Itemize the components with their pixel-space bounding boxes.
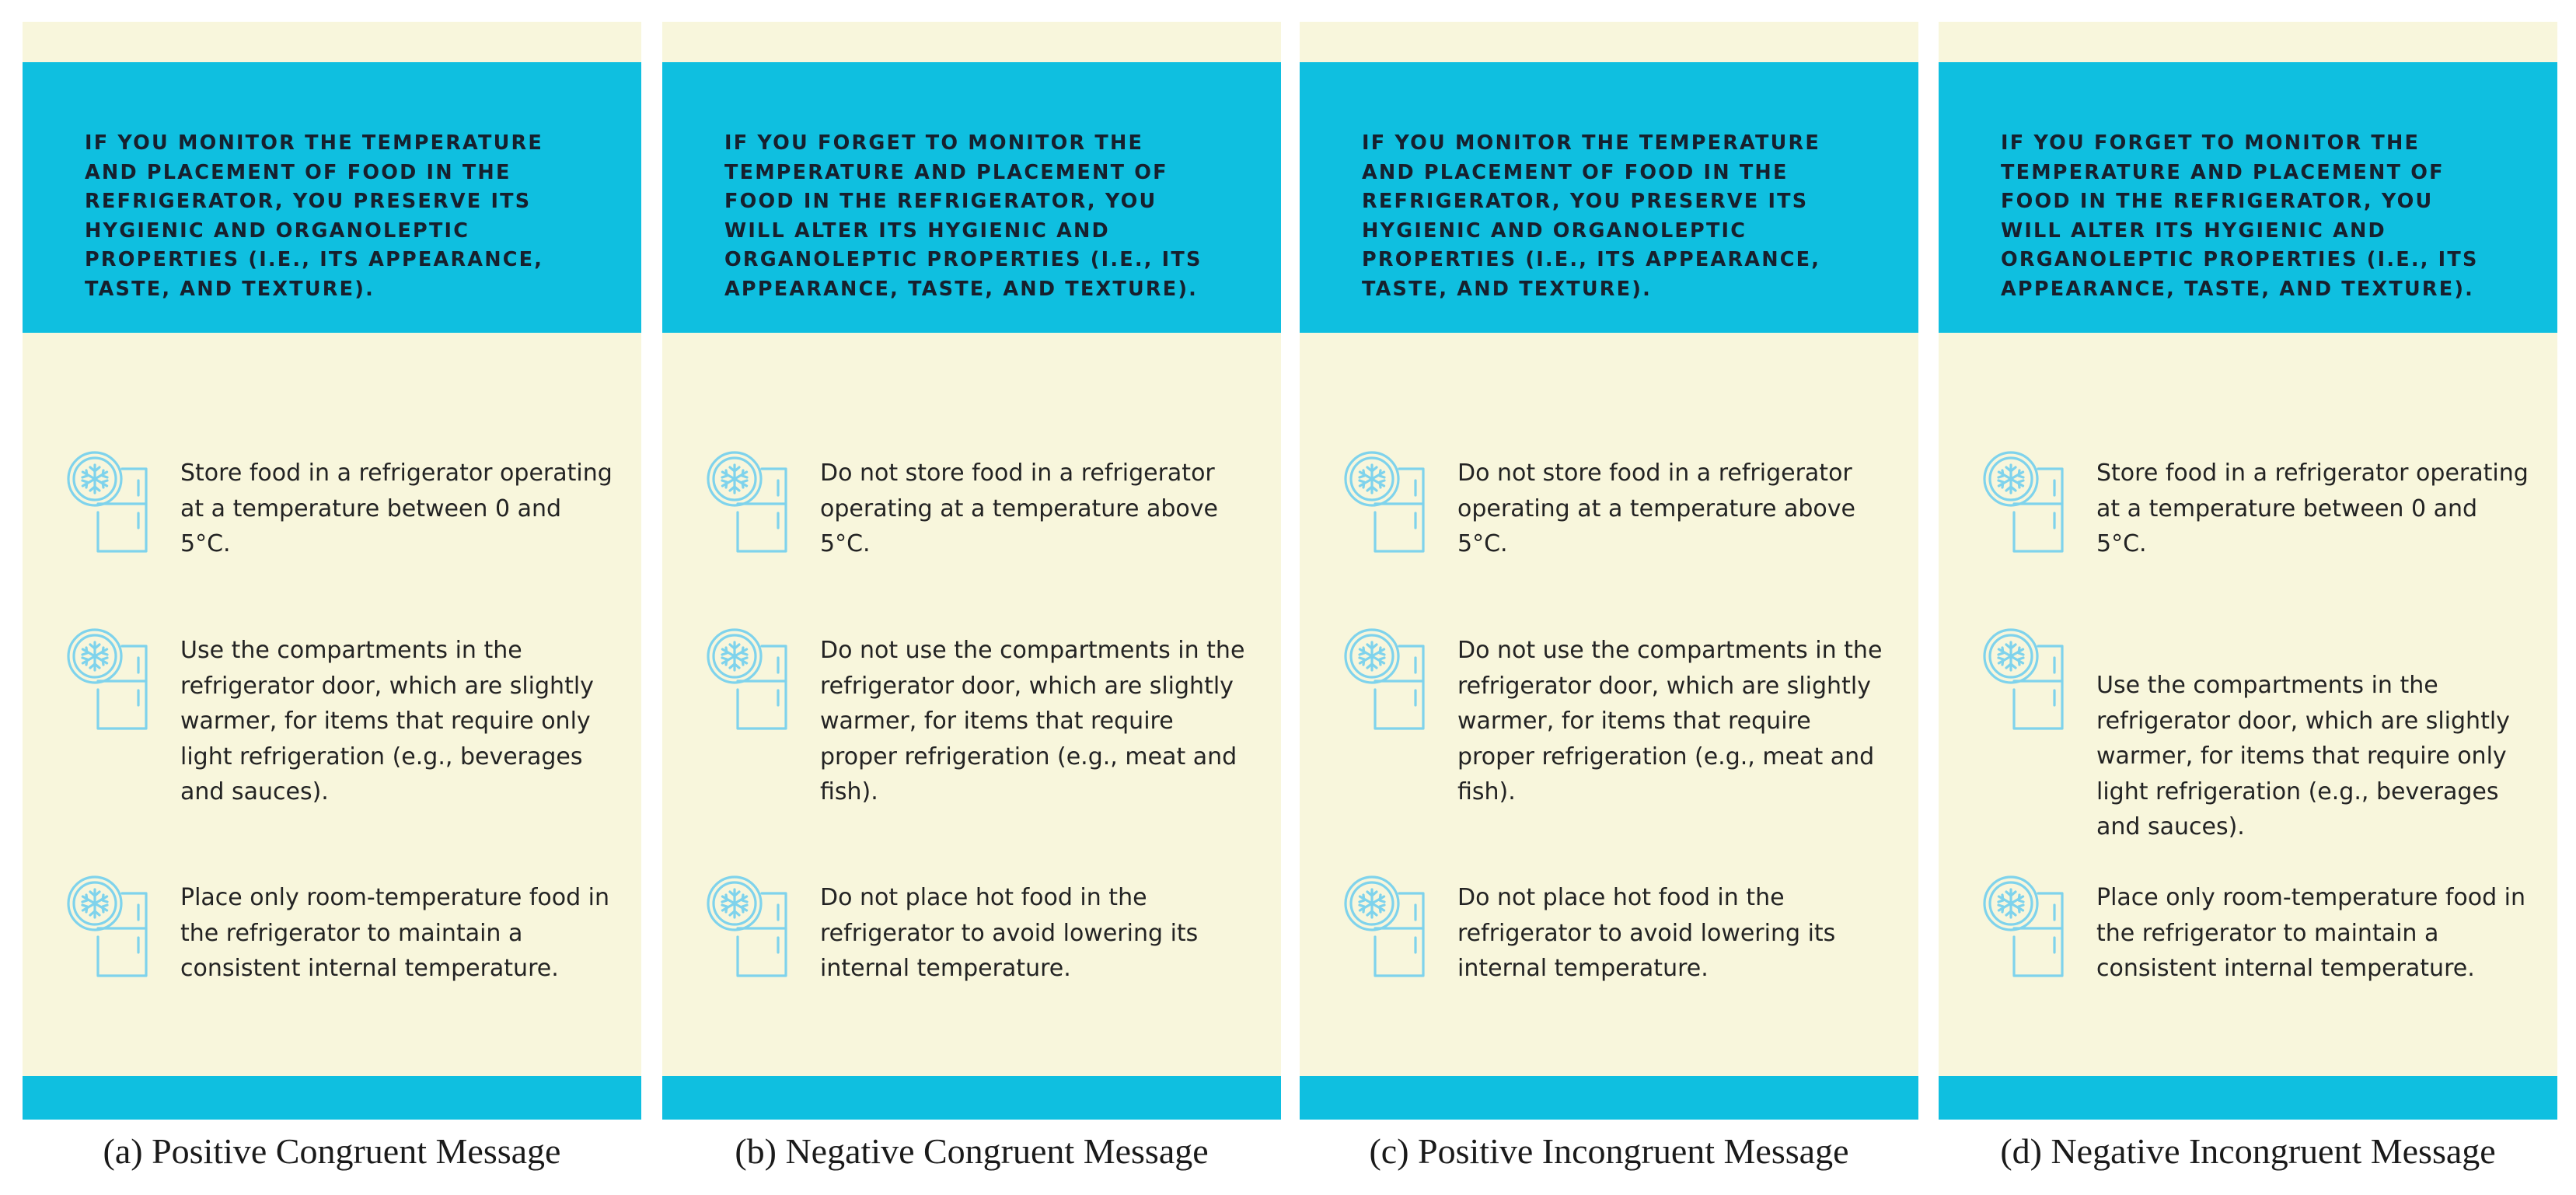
panel-positive-incongruent (1300, 22, 1918, 1120)
header-band (1939, 62, 2557, 333)
top-strip (23, 22, 641, 62)
refrigerator-snowflake-icon (1982, 627, 2069, 732)
refrigerator-snowflake-icon (1982, 874, 2069, 980)
panel-positive-congruent (23, 22, 641, 1120)
refrigerator-snowflake-icon (1343, 627, 1430, 732)
top-strip (662, 22, 1281, 62)
header-band (662, 62, 1281, 333)
footer-band (23, 1076, 641, 1120)
item-text: Place only room-temperature food in the refrigerator to maintain a consistent internal temperature. (180, 884, 610, 982)
top-strip (1939, 22, 2557, 62)
header-band (1300, 62, 1918, 333)
top-strip (1300, 22, 1918, 62)
footer-band (1939, 1076, 2557, 1120)
header-band (23, 62, 641, 333)
refrigerator-snowflake-icon (66, 627, 153, 732)
caption: (c) Positive Incongruent Message (1369, 1131, 1849, 1171)
caption: (b) Negative Congruent Message (735, 1131, 1209, 1171)
header-text: IF YOU FORGET TO MONITOR THE TEMPERATURE AND PLACEMENT OF FOOD IN THE REFRIGERATOR, YOU WILL ALTER ITS HYGIENIC AND ORGANOLEPTIC PROPERTIES (I.E., ITS APPEARANCE, TASTE, AND TEXTURE). (724, 131, 1202, 301)
item-text: Place only room-temperature food in the refrigerator to maintain a consistent internal temperature. (2096, 884, 2526, 982)
panel-negative-incongruent (1939, 22, 2557, 1120)
footer-band (1300, 1076, 1918, 1120)
refrigerator-snowflake-icon (1343, 449, 1430, 555)
refrigerator-snowflake-icon (706, 627, 793, 732)
footer-band (662, 1076, 1281, 1120)
item-text: Do not place hot food in the refrigerator to avoid lowering its internal temperature. (1457, 884, 1836, 982)
header-text: IF YOU MONITOR THE TEMPERATURE AND PLACEMENT OF FOOD IN THE REFRIGERATOR, YOU PRESERVE ITS HYGIENIC AND ORGANOLEPTIC PROPERTIES (I.E., ITS APPEARANCE, TASTE, AND TEXTURE). (85, 131, 544, 301)
refrigerator-snowflake-icon (66, 449, 153, 555)
header-text: IF YOU MONITOR THE TEMPERATURE AND PLACEMENT OF FOOD IN THE REFRIGERATOR, YOU PRESERVE ITS HYGIENIC AND ORGANOLEPTIC PROPERTIES (I.E., ITS APPEARANCE, TASTE, AND TEXTURE). (1362, 131, 1821, 301)
refrigerator-snowflake-icon (1343, 874, 1430, 980)
refrigerator-snowflake-icon (1982, 449, 2069, 555)
panel-negative-congruent (662, 22, 1281, 1120)
item-text: Do not use the compartments in the refrigerator door, which are slightly warmer, for items that require proper refrigeration (e.g., meat and fish). (820, 637, 1245, 805)
item-text: Do not store food in a refrigerator operating at a temperature above 5°C. (820, 459, 1218, 557)
item-text: Use the compartments in the refrigerator door, which are slightly warmer, for items that require only light refrigeration (e.g., beverages and sauces). (180, 637, 594, 805)
item-text: Store food in a refrigerator operating at a temperature between 0 and 5°C. (180, 459, 613, 557)
item-text: Use the compartments in the refrigerator door, which are slightly warmer, for items that require only light refrigeration (e.g., beverages and sauces). (2096, 672, 2510, 840)
refrigerator-snowflake-icon (66, 874, 153, 980)
refrigerator-snowflake-icon (706, 449, 793, 555)
header-text: IF YOU FORGET TO MONITOR THE TEMPERATURE AND PLACEMENT OF FOOD IN THE REFRIGERATOR, YOU WILL ALTER ITS HYGIENIC AND ORGANOLEPTIC PROPERTIES (I.E., ITS APPEARANCE, TASTE, AND TEXTURE). (2001, 131, 2479, 301)
caption: (a) Positive Congruent Message (103, 1131, 561, 1171)
item-text: Do not place hot food in the refrigerator to avoid lowering its internal temperature. (820, 884, 1199, 982)
item-text: Do not store food in a refrigerator operating at a temperature above 5°C. (1457, 459, 1855, 557)
caption: (d) Negative Incongruent Message (2000, 1131, 2496, 1171)
item-text: Store food in a refrigerator operating at a temperature between 0 and 5°C. (2096, 459, 2529, 557)
refrigerator-snowflake-icon (706, 874, 793, 980)
item-text: Do not use the compartments in the refrigerator door, which are slightly warmer, for items that require proper refrigeration (e.g., meat and fish). (1457, 637, 1883, 805)
